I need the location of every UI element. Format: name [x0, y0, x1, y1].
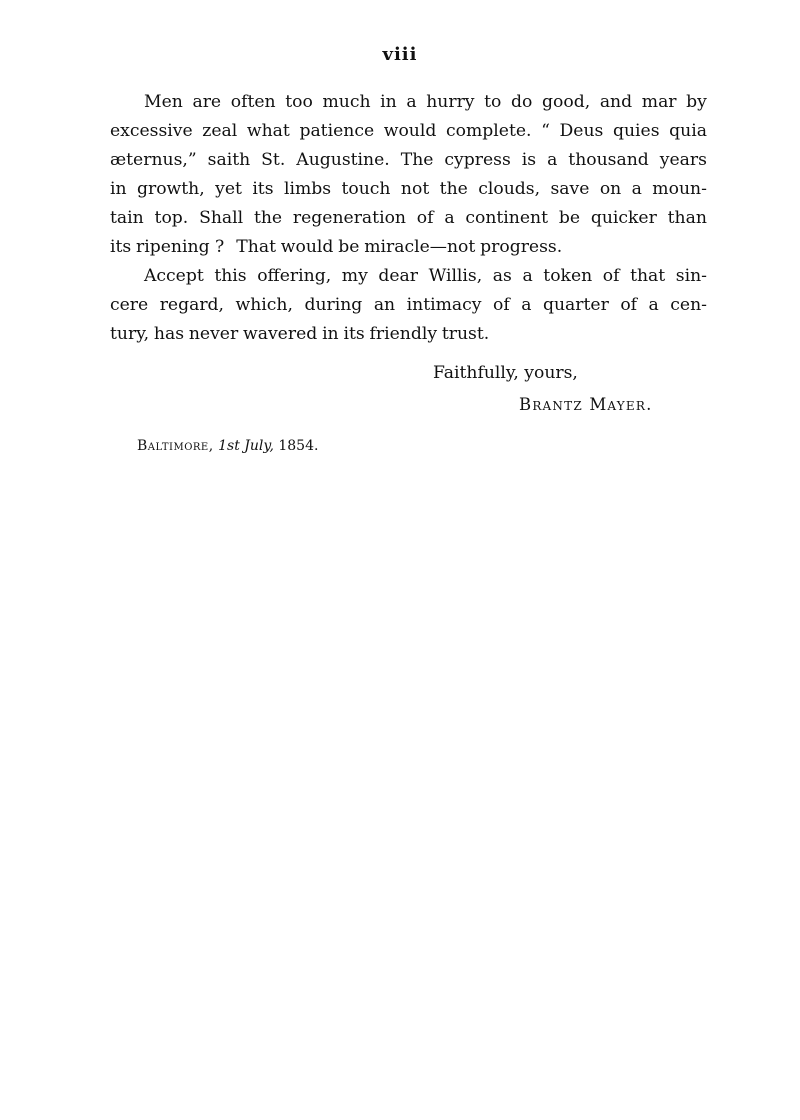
dateline-day: 1st — [218, 438, 240, 454]
letter-body — [110, 88, 707, 349]
dateline — [137, 438, 318, 454]
paragraph-2-line-3: tury, has never wavered in its friendly trust. — [110, 324, 490, 344]
dateline-year: 1854. — [278, 438, 319, 454]
paragraph-1-line-3: æternus,” saith St. Augustine. The cypress is a thousand years — [110, 150, 707, 170]
dateline-place: Baltimore, — [137, 438, 214, 454]
paragraph-1-line-2: excessive zeal what patience would complete. “ Deus quies quia — [110, 121, 707, 141]
page-number: viii — [382, 44, 418, 65]
signature: Brantz Mayer. — [519, 395, 653, 414]
paragraph-2-line-1: Accept this offering, my dear Willis, as a token of that sin- — [144, 266, 707, 286]
paragraph-1-line-6: its ripening ? That would be miracle—not progress. — [110, 237, 563, 257]
paragraph-1-line-5: tain top. Shall the regeneration of a continent be quicker than — [110, 208, 707, 228]
dateline-month: July, — [244, 438, 274, 454]
paragraph-2-line-2: cere regard, which, during an intimacy of a quarter of a cen- — [110, 295, 707, 315]
paragraph-1-line-4: in growth, yet its limbs touch not the clouds, save on a moun- — [110, 179, 707, 199]
paragraph-1-line-1: Men are often too much in a hurry to do good, and mar by — [144, 92, 707, 112]
valediction: Faithfully, yours, — [433, 363, 578, 383]
